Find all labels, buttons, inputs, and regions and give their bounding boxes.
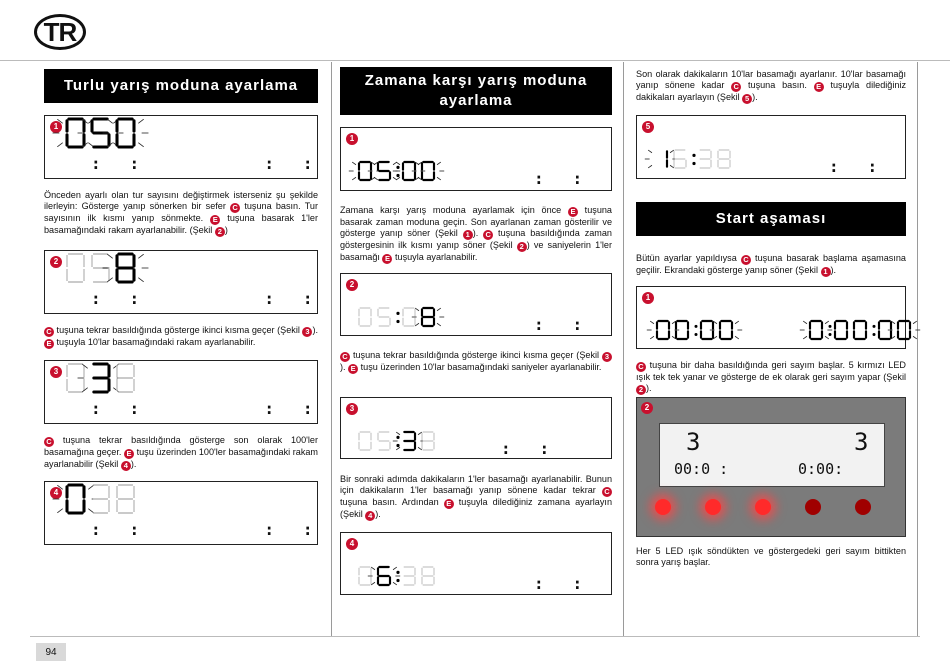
lcd-figure-1 <box>340 127 612 191</box>
lcd-digit <box>94 485 109 513</box>
lcd-colon <box>396 312 399 315</box>
heading-line: ayarlama <box>439 92 513 109</box>
lcd-digit <box>378 432 390 450</box>
key-marker-icon: 1 <box>821 267 831 277</box>
heading-line: Zamana karşı yarış moduna <box>364 72 588 89</box>
key-marker-icon: 3 <box>302 327 312 337</box>
key-marker-icon: E <box>348 364 358 374</box>
figure-number: 1 <box>346 133 358 145</box>
key-marker-icon: 5 <box>742 94 752 104</box>
lcd-figure-4 <box>340 532 612 595</box>
key-marker-icon: C <box>731 82 741 92</box>
instruction-paragraph: C tuşuna tekrar basıldığında gösterge ikinci kısma geçer (Şekil 3 ). E tuşuyla 10'lar basamağındaki rakam ayarlanabilir. <box>44 325 318 349</box>
lcd-digit <box>674 150 686 168</box>
key-marker-icon: 4 <box>365 511 375 521</box>
instruction-paragraph: Bir sonraki adımda dakikaların 1'ler basamağı ayarlanabilir. Bunun için dakikaların 1'ler basamağı yanıp sönene kadar tekrar C tuşuna basın. Ardından E tuşuyla dilediğiniz zamana ayarlayın (Şekil 4 ). <box>340 474 612 521</box>
lcd-colon <box>396 444 399 447</box>
lcd-colon <box>396 320 399 323</box>
lcd-digit <box>404 567 415 585</box>
lcd-colon <box>829 333 832 336</box>
placeholder-colons: : : : : <box>91 399 313 418</box>
section-heading-start-phase: Start aşaması <box>636 202 906 236</box>
placeholder-colons: : : <box>534 169 583 188</box>
countdown-left-digit: 3 <box>686 428 701 456</box>
key-marker-icon: E <box>444 499 454 509</box>
countdown-device-figure <box>636 397 906 537</box>
top-rule <box>0 60 950 61</box>
placeholder-colons: : : <box>534 315 583 334</box>
lcd-figure-2 <box>340 273 612 336</box>
lcd-figure-3 <box>340 397 612 459</box>
key-marker-icon: 2 <box>517 242 527 252</box>
instruction-paragraph: C tuşuna tekrar basıldığında gösterge ikinci kısma geçer (Şekil 3). E tuşu üzerinden 10'lar basamağındaki saniyeler ayarlanabilir. <box>340 350 612 374</box>
placeholder-colons: : : : : <box>91 154 313 173</box>
placeholder-colons: : : : : <box>91 289 313 308</box>
lcd-figure-1 <box>636 286 906 349</box>
key-marker-icon: E <box>568 207 578 217</box>
figure-number: 4 <box>346 538 358 550</box>
lcd-digit <box>422 567 434 585</box>
lcd-colon <box>692 162 695 165</box>
lcd-digit <box>349 162 381 180</box>
placeholder-colons: : : : : <box>91 520 313 539</box>
instruction-paragraph: Son olarak dakikaların 10'lar basamağı ayarlanır. 10'lar basamağı yanıp sönene kadar C tuşuna basın. E tuşuyla dilediğiniz dakikaları ayarlayın (Şekil 5 ). <box>636 69 906 104</box>
lcd-colon <box>873 333 876 336</box>
key-marker-icon: E <box>382 254 392 264</box>
countdown-left-time: 00:0 : <box>674 460 729 478</box>
lcd-digit <box>53 485 99 513</box>
countdown-right-digit: 3 <box>854 428 869 456</box>
lcd-colon <box>692 154 695 157</box>
lcd-digit <box>359 308 371 326</box>
countdown-right-time: 0:00: <box>798 460 844 478</box>
figure-number: 4 <box>50 487 62 499</box>
lcd-figure-1 <box>44 115 318 179</box>
instruction-paragraph: Zamana karşı yarış moduna ayarlamak için önce E tuşuna basarak zaman moduna geçin. Son ayarlanan zaman gösterilir ve gösterge yanıp söner (Şekil 1 ). C tuşuna basıldığında zaman göstergesinin ilk kısmı yanıp söner (Şekil 2 ) ve saniyelerin 1'ler basamağı E tuşuyla ayarlanabilir. <box>340 205 612 264</box>
instruction-paragraph: C tuşuna tekrar basıldığında gösterge son olarak 100'ler basamağına geçer. E tuşu üzerinden 100'ler basamağındaki rakam ayarlanabilir (Şekil 4 ). <box>44 435 318 470</box>
key-marker-icon: C <box>636 362 646 372</box>
countdown-led <box>655 499 671 515</box>
page-number: 94 <box>36 643 66 661</box>
lcd-digit <box>359 432 371 450</box>
lcd-colon <box>873 325 876 328</box>
key-marker-icon: E <box>44 339 54 349</box>
lcd-digit <box>393 432 425 450</box>
lcd-digit <box>700 150 711 168</box>
figure-number: 2 <box>346 279 358 291</box>
right-edge-rule <box>917 62 918 636</box>
key-marker-icon: 2 <box>636 385 646 395</box>
lcd-digit <box>835 321 847 339</box>
key-marker-icon: 1 <box>463 230 473 240</box>
lcd-figure-2 <box>44 250 318 314</box>
key-marker-icon: C <box>741 255 751 265</box>
lcd-digit <box>117 485 134 513</box>
section-heading-lap-race: Turlu yarış moduna ayarlama <box>44 69 318 103</box>
placeholder-colons: : : <box>501 439 550 458</box>
key-marker-icon: C <box>44 327 54 337</box>
countdown-led <box>755 499 771 515</box>
lcd-figure-4 <box>44 481 318 545</box>
figure-number: 3 <box>346 403 358 415</box>
figure-number: 1 <box>50 121 62 133</box>
figure-number: 5 <box>642 121 654 133</box>
countdown-lcd <box>659 423 885 487</box>
lcd-colon <box>829 325 832 328</box>
key-marker-icon: 4 <box>121 461 131 471</box>
figure-number: 2 <box>641 402 653 414</box>
lcd-digit <box>888 321 920 339</box>
lcd-digit <box>67 254 84 282</box>
time-display-0538 <box>341 398 601 458</box>
figure-number: 3 <box>50 366 62 378</box>
key-marker-icon: C <box>483 230 493 240</box>
lcd-colon <box>396 571 399 574</box>
key-marker-icon: E <box>210 215 220 225</box>
key-marker-icon: 2 <box>215 227 225 237</box>
start-display-right <box>637 287 897 347</box>
lcd-digit <box>412 162 444 180</box>
lcd-digit <box>412 308 444 326</box>
key-marker-icon: E <box>124 449 134 459</box>
placeholder-colons: : : <box>534 574 583 593</box>
lcd-colon <box>396 174 399 177</box>
lcd-digit <box>422 432 434 450</box>
column-divider <box>331 62 332 636</box>
figure-number: 2 <box>50 256 62 268</box>
bottom-rule <box>30 636 920 637</box>
language-badge: TR <box>34 14 86 50</box>
key-marker-icon: C <box>44 437 54 447</box>
placeholder-colons: : : <box>829 157 878 176</box>
figure-number: 1 <box>642 292 654 304</box>
countdown-led <box>805 499 821 515</box>
lcd-figure-3 <box>44 360 318 424</box>
countdown-led <box>855 499 871 515</box>
instruction-paragraph: Her 5 LED ışık söndükten ve göstergedeki geri sayım bittikten sonra yarış başlar. <box>636 546 906 568</box>
key-marker-icon: C <box>230 203 240 213</box>
lcd-digit <box>800 321 832 339</box>
lcd-colon <box>396 579 399 582</box>
lcd-figure-5 <box>636 115 906 179</box>
key-marker-icon: C <box>340 352 350 362</box>
section-heading-time-race <box>340 67 612 115</box>
key-marker-icon: C <box>602 487 612 497</box>
column-divider <box>623 62 624 636</box>
key-marker-icon: 3 <box>602 352 612 362</box>
instruction-paragraph: Bütün ayarlar yapıldıysa C tuşuna basarak başlama aşamasına geçilir. Ekrandaki gösterge yanıp söner (Şekil 1 ). <box>636 253 906 276</box>
lcd-digit <box>368 567 400 585</box>
instruction-paragraph: Önceden ayarlı olan tur sayısını değiştirmek isterseniz şu şekilde ilerleyin: Gösterge yanıp sönerken bir sefer C tuşuna basın. Tur sayısının ilk kısmı yanıp sönmekte. E tuşuna basarak 1'ler basamağındaki rakam ayarlanabilir. (Şekil 2 ) <box>44 190 319 237</box>
lcd-digit <box>117 364 134 392</box>
key-marker-icon: E <box>814 82 824 92</box>
lcd-colon <box>396 166 399 169</box>
lcd-colon <box>396 436 399 439</box>
countdown-led <box>705 499 721 515</box>
lcd-digit <box>378 308 390 326</box>
lcd-digit <box>718 150 730 168</box>
lcd-digit <box>645 150 677 168</box>
instruction-paragraph: C tuşuna bir daha basıldığında geri sayım başlar. 5 kırmızı LED ışık tek tek yanar ve gösterge de ek olarak geri sayım yapar (Şekil 2 ). <box>636 360 906 395</box>
lcd-digit <box>854 321 866 339</box>
